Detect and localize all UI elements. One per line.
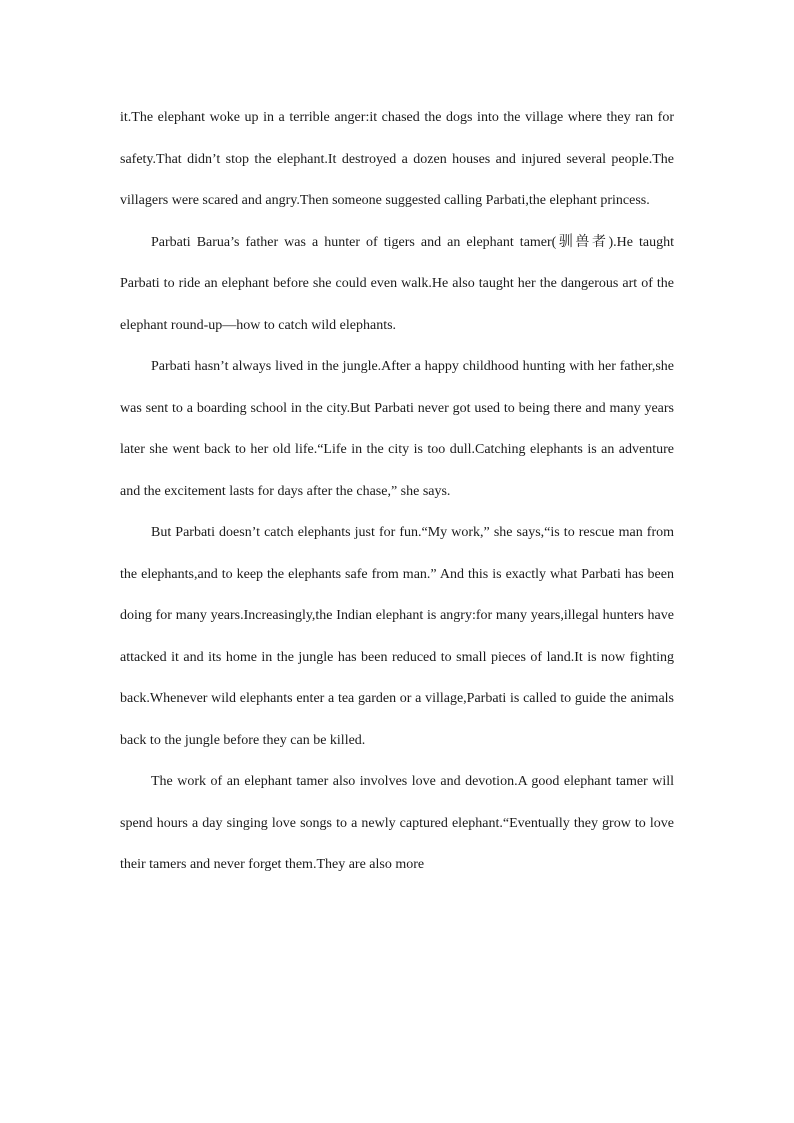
article-body	[120, 97, 674, 886]
paragraph-parbati-work: But Parbati doesn’t catch elephants just for fun.“My work,” she says,“is to rescue man from the elephants,and to keep the elephants safe from man.” And this is exactly what Parbati has been doing for many years.Increasingly,the Indian elephant is angry:for many years,illegal hunters have attacked it and its home in the jungle has been reduced to small pieces of land.It is now fighting back.Whenever wild elephants enter a tea garden or a village,Parbati is called to guide the animals back to the jungle before they can be killed.	[120, 525, 674, 748]
paragraph-tamer-devotion: The work of an elephant tamer also involves love and devotion.A good elephant tamer will spend hours a day singing love songs to a newly captured elephant.“Eventually they grow to love their tamers and never forget them.They are also more	[120, 774, 674, 872]
paragraph-parbati-father: Parbati Barua’s father was a hunter of tigers and an elephant tamer(驯兽者).He taught Parbati to ride an elephant before she could even walk.He also taught her the dangerous art of the elephant round-up—how to catch wild elephants.	[120, 234, 674, 333]
paragraph-elephant-anger: it.The elephant woke up in a terrible anger:it chased the dogs into the village where they ran for safety.That didn’t stop the elephant.It destroyed a dozen houses and injured several people.The villagers were scared and angry.Then someone suggested calling Parbati,the elephant princess.	[120, 110, 674, 208]
paragraph-parbati-childhood: Parbati hasn’t always lived in the jungle.After a happy childhood hunting with her father,she was sent to a boarding school in the city.But Parbati never got used to being there and many years later she went back to her old life.“Life in the city is too dull.Catching elephants is an adventure and the excitement lasts for days after the chase,” she says.	[120, 359, 674, 499]
